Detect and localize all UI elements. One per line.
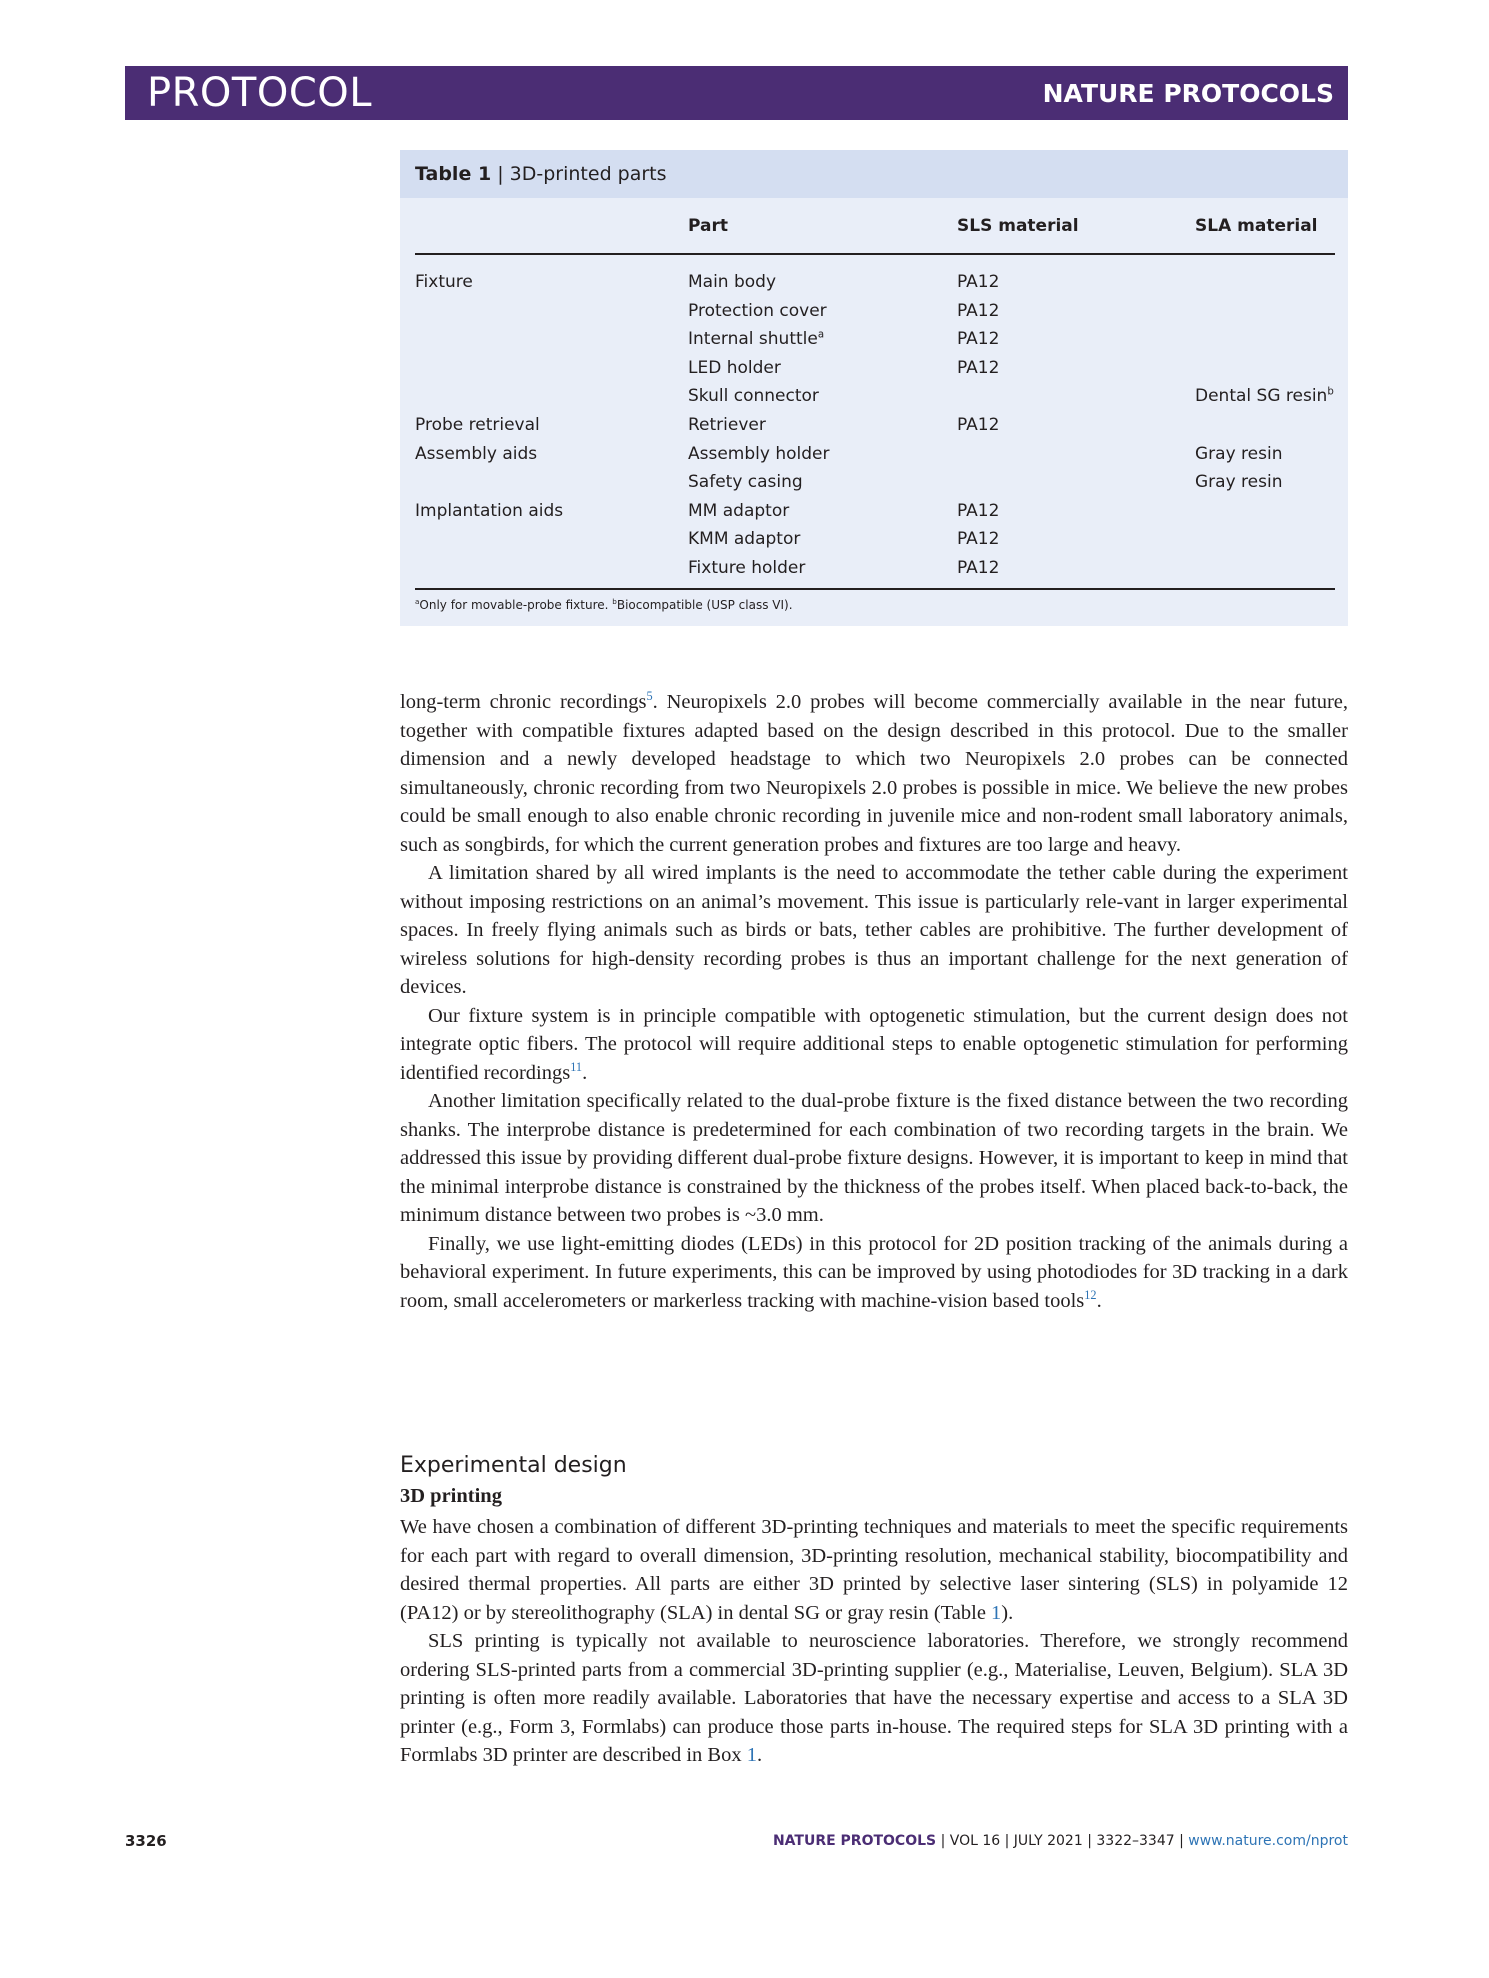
text-run: Our fixture system is in principle compatible with optogenetic stimulation, but the current design does not integrate optic fibers. The protocol will require additional steps to enable optogenetic stimulation for performing identified recordings [400, 1004, 1348, 1084]
table-footnote [415, 598, 793, 612]
paragraph [400, 1513, 1348, 1627]
table-title [415, 163, 667, 185]
text-run: long-term chronic recordings [400, 691, 647, 713]
footnote-b-mark: b [612, 597, 617, 606]
footer-sep: | [1174, 1833, 1189, 1849]
table-cell-sla-text: Gray resin [1195, 443, 1283, 464]
table-cell-part-text: Skull connector [688, 386, 819, 407]
table-cell-sls [957, 358, 999, 378]
table-cell-group [415, 415, 540, 435]
paragraph [400, 1002, 1348, 1088]
table-cell-part-text: Main body [688, 272, 777, 292]
table-cell-part [688, 558, 805, 578]
table-cell-sla [1195, 386, 1334, 406]
citation-link[interactable]: 5 [646, 689, 653, 704]
column-header: SLA material [1195, 216, 1318, 236]
table-cell-part-text: KMM adaptor [688, 529, 801, 550]
table-cell-part [688, 472, 803, 492]
table-cell-sls-text: PA12 [957, 529, 1000, 550]
table-cell-group-text: Probe retrieval [415, 415, 540, 435]
footer-sep: | [1082, 1833, 1097, 1849]
table-cell-part-text: MM adaptor [688, 500, 790, 521]
citation-link[interactable]: 11 [570, 1059, 583, 1074]
table-cell-sls-text: PA12 [957, 415, 1000, 435]
text-run: . [582, 1061, 588, 1084]
table-cell-part-text: Fixture holder [688, 558, 806, 578]
table-cell-part-text: Safety casing [688, 472, 803, 493]
table-cell-sls [957, 329, 999, 349]
table-title-sep: | [491, 163, 510, 185]
page-number: 3326 [125, 1832, 167, 1850]
table-cell-part [688, 444, 829, 464]
text-run: Finally, we use light-emitting diodes (LEDs) in this protocol for 2D position tracking of the animals during a behavioral experiment. In future experiments, this can be improved by using photodiodes for 3D tracking in a dark room, small accelerometers or markerless tracking with machine-vision based tools [400, 1232, 1348, 1312]
table-number: Table 1 [415, 163, 492, 185]
table-cell-sls-text: PA12 [957, 357, 1000, 378]
table-cell-sla-text: Dental SG resin [1195, 386, 1328, 407]
table-cell-part [688, 415, 766, 435]
table-header-rule [415, 253, 1335, 255]
text-run: We have chosen a combination of different 3D-printing techniques and materials to meet the specific requirements for each part with regard to overall dimension, 3D-printing resolution, mechanical stability, biocompatibility and desired thermal properties. All parts are either 3D printed by selective laser sintering (SLS) in polyamide 12 (PA12) or by stereolithography (SLA) in dental SG or gray resin (Table [400, 1516, 1348, 1624]
footer-pages: 3322–3347 [1096, 1833, 1175, 1849]
table-cell-part-text: Retriever [688, 415, 766, 435]
paragraph: Another limitation specifically related to the dual-probe fixture is the fixed distance between the two recording shanks. The interprobe distance is predetermined for each combination of two recording targets in the brain. We addressed this issue by providing different dual-probe fixture designs. However, it is important to keep in mind that the minimal interprobe distance is constrained by the thickness of the probes itself. When placed back-to-back, the minimum distance between two probes is ~3.0 mm. [400, 1090, 1348, 1226]
footnote-b: Biocompatible (USP class VI). [616, 598, 793, 612]
table-cell-group-text: Implantation aids [415, 500, 564, 521]
table-cell-sls [957, 301, 999, 321]
table-caption: 3D-printed parts [509, 163, 667, 185]
section-heading: Experimental design [400, 1453, 627, 1478]
table-cell-sls [957, 558, 999, 578]
column-header: SLS material [957, 216, 1079, 236]
text-run: SLS printing is typically not available to neuroscience laboratories. Therefore, we strongly recommend ordering SLS-printed parts from a commercial 3D-printing supplier (e.g., Materialise, Leuven, Belgium). SLA 3D printing is often more readily available. Laboratories that have the necessary expertise and access to a SLA 3D printer (e.g., Form 3, Formlabs) can produce those parts in-house. The required steps for SLA 3D printing with a Formlabs 3D printer are described in Box [400, 1630, 1348, 1766]
table-cell-part [688, 329, 824, 349]
footer-url-link[interactable]: www.nature.com/nprot [1188, 1833, 1348, 1849]
table-cell-sls [957, 415, 999, 435]
paragraph [400, 688, 1348, 859]
table-cell-sls-text: PA12 [957, 329, 1000, 350]
body-text-top [400, 688, 1348, 1315]
footer-citation [773, 1833, 1348, 1849]
table-cell-sls [957, 272, 999, 292]
footer-volume: VOL 16 [949, 1833, 1001, 1849]
footnote-mark: b [1327, 386, 1334, 398]
table-cell-group [415, 444, 537, 464]
table-cell-part [688, 529, 800, 549]
column-header: Part [688, 216, 728, 236]
table-cell-sls [957, 529, 999, 549]
table-cell-sla-text: Gray resin [1195, 472, 1283, 493]
table-cell-part [688, 386, 819, 406]
table-cell-group-text: Fixture [415, 272, 473, 292]
table-1 [400, 150, 1348, 626]
body-text-section [400, 1513, 1348, 1770]
table-cell-part-text: Protection cover [688, 300, 827, 321]
citation-link[interactable]: 12 [1084, 1287, 1097, 1302]
paragraph [400, 1627, 1348, 1770]
text-run: ). [1001, 1601, 1014, 1624]
text-run: . [1096, 1289, 1102, 1312]
table-cell-sla [1195, 472, 1282, 492]
footer-sep: | [1000, 1833, 1014, 1849]
table-cell-part [688, 272, 776, 292]
journal-name: NATURE PROTOCOLS [1042, 79, 1334, 108]
table-cell-part [688, 358, 781, 378]
footer-journal: NATURE PROTOCOLS [772, 1833, 937, 1849]
text-run: . [756, 1744, 763, 1766]
table-cell-group-text: Assembly aids [415, 443, 538, 464]
footer-sep: | [936, 1833, 950, 1849]
table-cell-sls [957, 501, 999, 521]
box-link[interactable]: 1 [746, 1744, 757, 1766]
table-cell-sls-text: PA12 [957, 558, 1000, 578]
footnote-mark: a [817, 329, 825, 341]
footer-date: JULY 2021 [1013, 1833, 1083, 1849]
text-run: . Neuropixels 2.0 probes will become commercially available in the near future, together with compatible fixtures adapted based on the design described in this protocol. Due to the smaller dimension and a newly developed headstage to which two Neuropixels 2.0 probes can be connected simultaneously, chronic recording from two Neuropixels 2.0 probes is possible in mice. We believe the new probes could be small enough to also enable chronic recording in juvenile mice and non-rodent small laboratory animals, such as songbirds, for which the current generation probes and fixtures are too large and heavy. [400, 691, 1348, 856]
table-cell-sla [1195, 444, 1282, 464]
table-cell-group [415, 501, 563, 521]
footnote-a-mark: a [415, 597, 420, 606]
table-cell-sls-text: PA12 [957, 500, 1000, 521]
paragraph: A limitation shared by all wired implants is the need to accommodate the tether cable during the experiment without imposing restrictions on an animal’s movement. This issue is particularly rele-vant in larger experimental spaces. In freely flying animals such as birds or bats, tether cables are prohibitive. The further development of wireless solutions for high-density recording probes is thus an important challenge for the next generation of devices. [400, 862, 1348, 998]
table-cell-group [415, 272, 473, 292]
table-cell-part-text: Assembly holder [688, 443, 830, 464]
table-cell-sls-text: PA12 [957, 272, 1000, 292]
table-cell-sls-text: PA12 [957, 300, 1000, 321]
paragraph [400, 1230, 1348, 1316]
table-cell-part-text: Internal shuttle [688, 329, 818, 350]
footnote-a: Only for movable-probe fixture. [419, 598, 613, 612]
subsection-heading: 3D printing [400, 1485, 502, 1507]
table-link[interactable]: 1 [991, 1601, 1002, 1624]
table-title-bar [400, 150, 1348, 198]
table-bottom-rule [415, 588, 1335, 590]
journal-header-bar [125, 66, 1348, 120]
table-cell-part [688, 301, 827, 321]
table-cell-part-text: LED holder [688, 357, 781, 378]
article-type-label: PROTOCOL [147, 70, 373, 116]
table-cell-part [688, 501, 789, 521]
